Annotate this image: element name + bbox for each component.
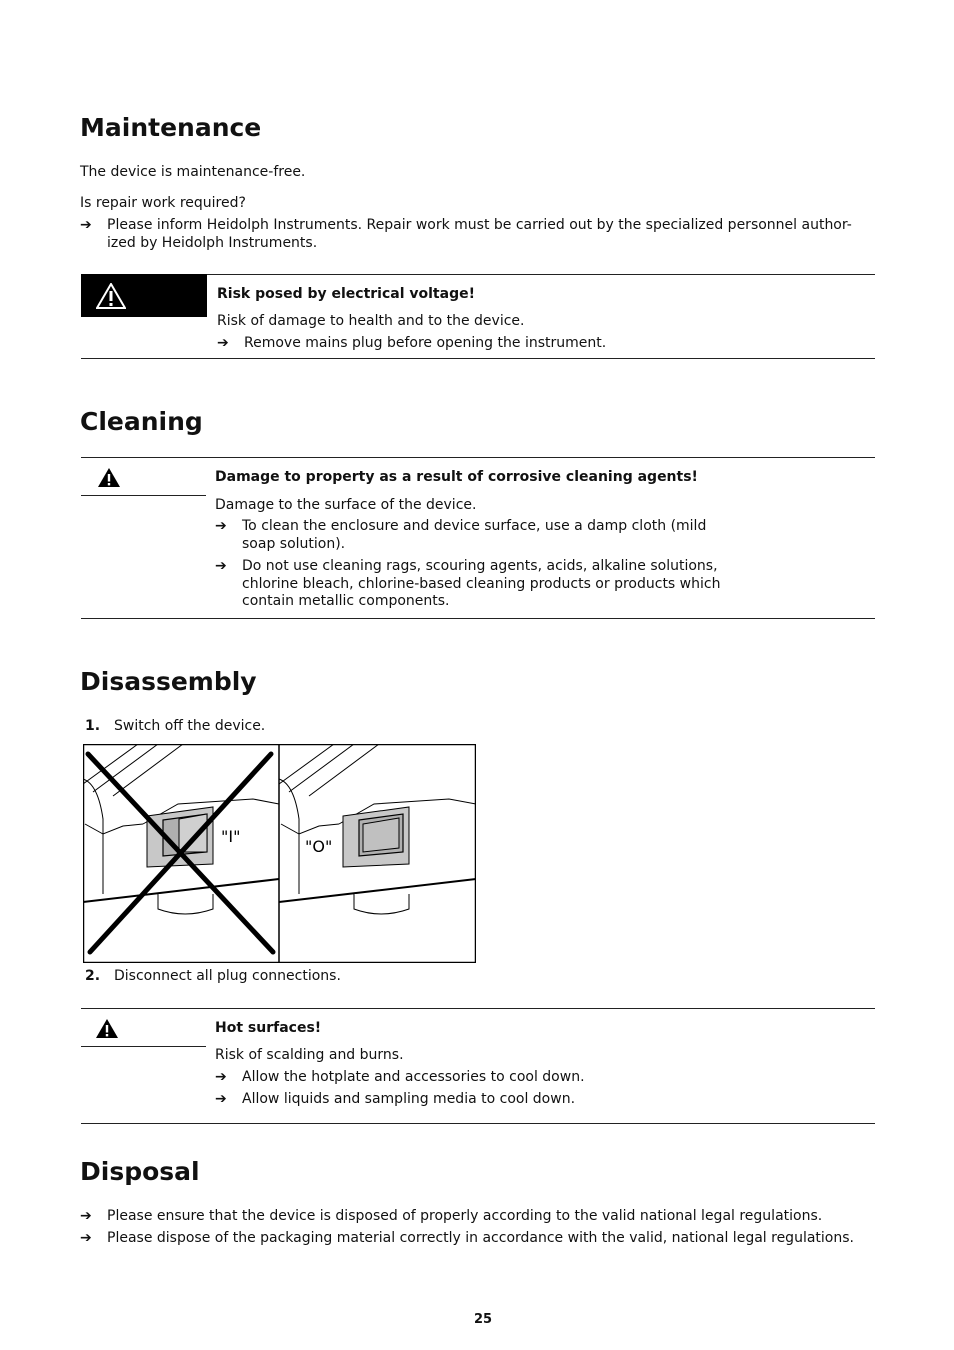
arrow-icon: ➔	[80, 217, 92, 233]
disposal-bullet-1	[80, 1207, 900, 1225]
electrical-warning-text: Risk of damage to health and to the device.	[217, 313, 525, 329]
switch-off-figure	[83, 744, 476, 963]
hot-warning-bullet-2-text: Allow liquids and sampling media to cool down.	[242, 1091, 576, 1107]
hot-warning-top-rule	[81, 1008, 875, 1009]
cleaning-bullet-2-line3: contain metallic components.	[242, 593, 450, 609]
disposal-bullet-2-text: Please dispose of the packaging material correctly in accordance with the valid, national legal regulations.	[107, 1230, 854, 1246]
cleaning-bullet-1-line1: To clean the enclosure and device surface, use a damp cloth (mild	[242, 518, 707, 534]
arrow-icon: ➔	[215, 518, 227, 534]
cleaning-heading: Cleaning	[80, 407, 203, 436]
hot-warning-bullet-1-text: Allow the hotplate and accessories to cool down.	[242, 1069, 585, 1085]
hot-warning-bullet-2	[215, 1090, 865, 1108]
repair-bullet-line1: Please inform Heidolph Instruments. Repair work must be carried out by the specialized personnel author-	[107, 217, 852, 233]
repair-bullet-line2: ized by Heidolph Instruments.	[107, 235, 318, 251]
step-2	[85, 967, 485, 985]
cleaning-warning-top-rule	[81, 457, 875, 458]
hot-warning-heading: Hot surfaces!	[215, 1020, 322, 1036]
electrical-warning-bullet-text: Remove mains plug before opening the instrument.	[244, 335, 607, 351]
repair-bullet	[80, 216, 900, 252]
disposal-bullet-1-text: Please ensure that the device is disposed of properly according to the valid national legal regulations.	[107, 1208, 823, 1224]
repair-question-text: Is repair work required?	[80, 195, 246, 211]
step-1-text: Switch off the device.	[114, 718, 266, 734]
cleaning-bullet-1-line2: soap solution).	[242, 536, 346, 552]
cleaning-bullet-1	[215, 517, 865, 553]
warning-label-block	[81, 274, 207, 317]
warning-triangle-icon	[95, 1018, 119, 1039]
switch-on-label: "I"	[221, 827, 241, 846]
disposal-bullet-2	[80, 1229, 900, 1247]
hot-warning-text: Risk of scalding and burns.	[215, 1047, 404, 1063]
cleaning-warning-text: Damage to the surface of the device.	[215, 497, 477, 513]
warning-triangle-icon	[96, 283, 126, 309]
cleaning-warning-heading: Damage to property as a result of corrosive cleaning agents!	[215, 469, 698, 485]
arrow-icon: ➔	[80, 1208, 92, 1224]
arrow-icon: ➔	[215, 1069, 227, 1085]
electrical-warning-heading: Risk posed by electrical voltage!	[217, 286, 475, 302]
arrow-icon: ➔	[215, 558, 227, 574]
arrow-icon: ➔	[217, 335, 229, 351]
warning-bottom-rule	[81, 358, 875, 359]
cleaning-bullet-2-line1: Do not use cleaning rags, scouring agents, acids, alkaline solutions,	[242, 558, 718, 574]
electrical-warning-bullet	[217, 334, 867, 352]
step-1-number: 1.	[85, 718, 101, 734]
maintenance-heading: Maintenance	[80, 113, 262, 142]
step-2-text: Disconnect all plug connections.	[114, 968, 341, 984]
hot-warning-bullet-1	[215, 1068, 865, 1086]
warning-triangle-icon	[97, 467, 121, 488]
step-1	[85, 717, 485, 735]
cleaning-bullet-2	[215, 557, 865, 611]
maintenance-free-text: The device is maintenance-free.	[80, 164, 306, 180]
arrow-icon: ➔	[215, 1091, 227, 1107]
disassembly-heading: Disassembly	[80, 667, 257, 696]
page-number: 25	[473, 1312, 493, 1327]
cleaning-bullet-2-line2: chlorine bleach, chlorine-based cleaning products or products which	[242, 576, 721, 592]
cleaning-warning-bottom-rule	[81, 618, 875, 619]
disposal-heading: Disposal	[80, 1157, 200, 1186]
arrow-icon: ➔	[80, 1230, 92, 1246]
hot-warning-label-rule	[81, 1046, 206, 1047]
hot-warning-bottom-rule	[81, 1123, 875, 1124]
cleaning-warning-label-rule	[81, 495, 206, 496]
switch-off-label: "O"	[305, 837, 333, 856]
step-2-number: 2.	[85, 968, 101, 984]
